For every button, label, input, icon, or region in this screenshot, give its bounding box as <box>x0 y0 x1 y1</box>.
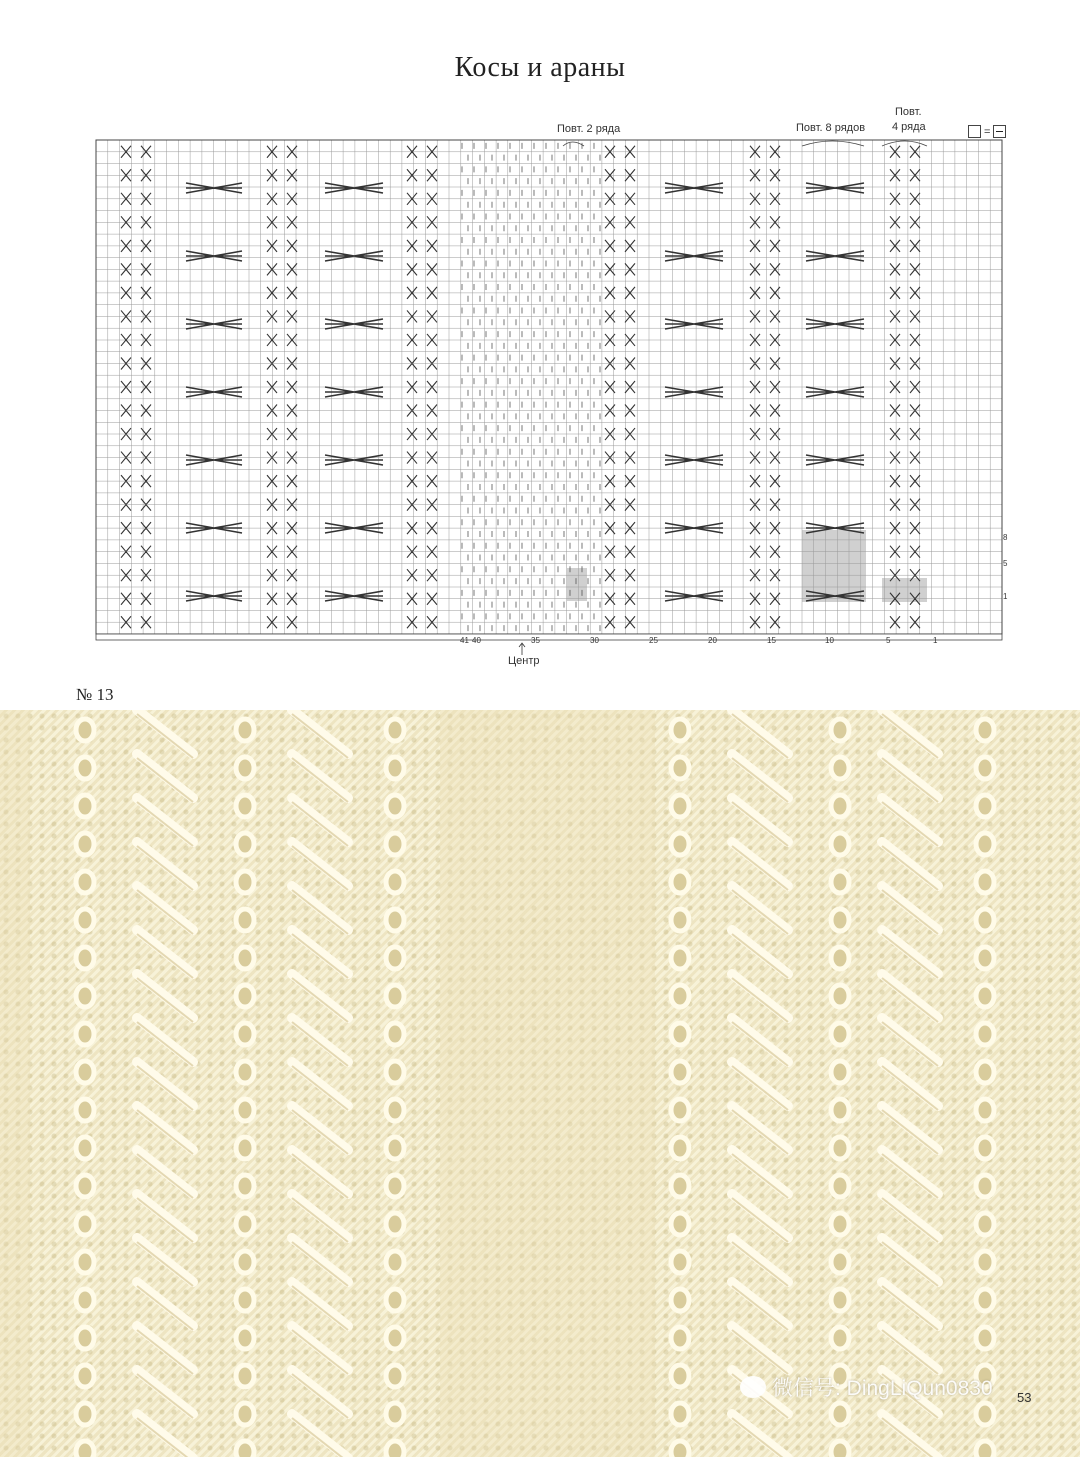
col-number-1: 1 <box>933 636 938 645</box>
repeat-8-rows-label: Повт. 8 рядов <box>796 122 866 134</box>
repeat-4-rows-label-line1: Повт. <box>895 106 922 118</box>
repeat-2-rows-label: Повт. 2 ряда <box>557 123 621 135</box>
page-title: Косы и араны <box>454 52 626 83</box>
legend-equals: = <box>984 125 991 138</box>
wechat-icon <box>740 1376 766 1398</box>
watermark-text: 微信号: DingLiQun0830 <box>772 1377 993 1400</box>
center-label: Центр <box>508 655 540 667</box>
col-number-10: 10 <box>825 636 834 645</box>
chart-grid <box>0 0 1080 700</box>
dash-square-icon <box>993 125 1006 138</box>
col-number-5: 5 <box>886 636 891 645</box>
knitting-chart <box>0 0 1080 700</box>
watermark <box>740 1372 993 1402</box>
repeat-4-rows-label-line2: 4 ряда <box>892 121 926 133</box>
row-number-5: 5 <box>1003 559 1008 568</box>
col-number-15: 15 <box>767 636 776 645</box>
col-number-35: 35 <box>531 636 540 645</box>
col-number-30: 30 <box>590 636 599 645</box>
col-number-25: 25 <box>649 636 658 645</box>
swatch-texture <box>0 710 1080 1457</box>
empty-square-icon <box>968 125 981 138</box>
chart-legend <box>968 125 1006 138</box>
knitted-swatch-photo <box>0 710 1080 1457</box>
col-number-41: 41 <box>460 636 469 645</box>
row-number-8: 8 <box>1003 533 1008 542</box>
page-number: 53 <box>1017 1390 1032 1405</box>
col-number-20: 20 <box>708 636 717 645</box>
col-number-40: 40 <box>472 636 481 645</box>
row-number-1: 1 <box>1003 592 1008 601</box>
pattern-number: № 13 <box>76 685 114 704</box>
